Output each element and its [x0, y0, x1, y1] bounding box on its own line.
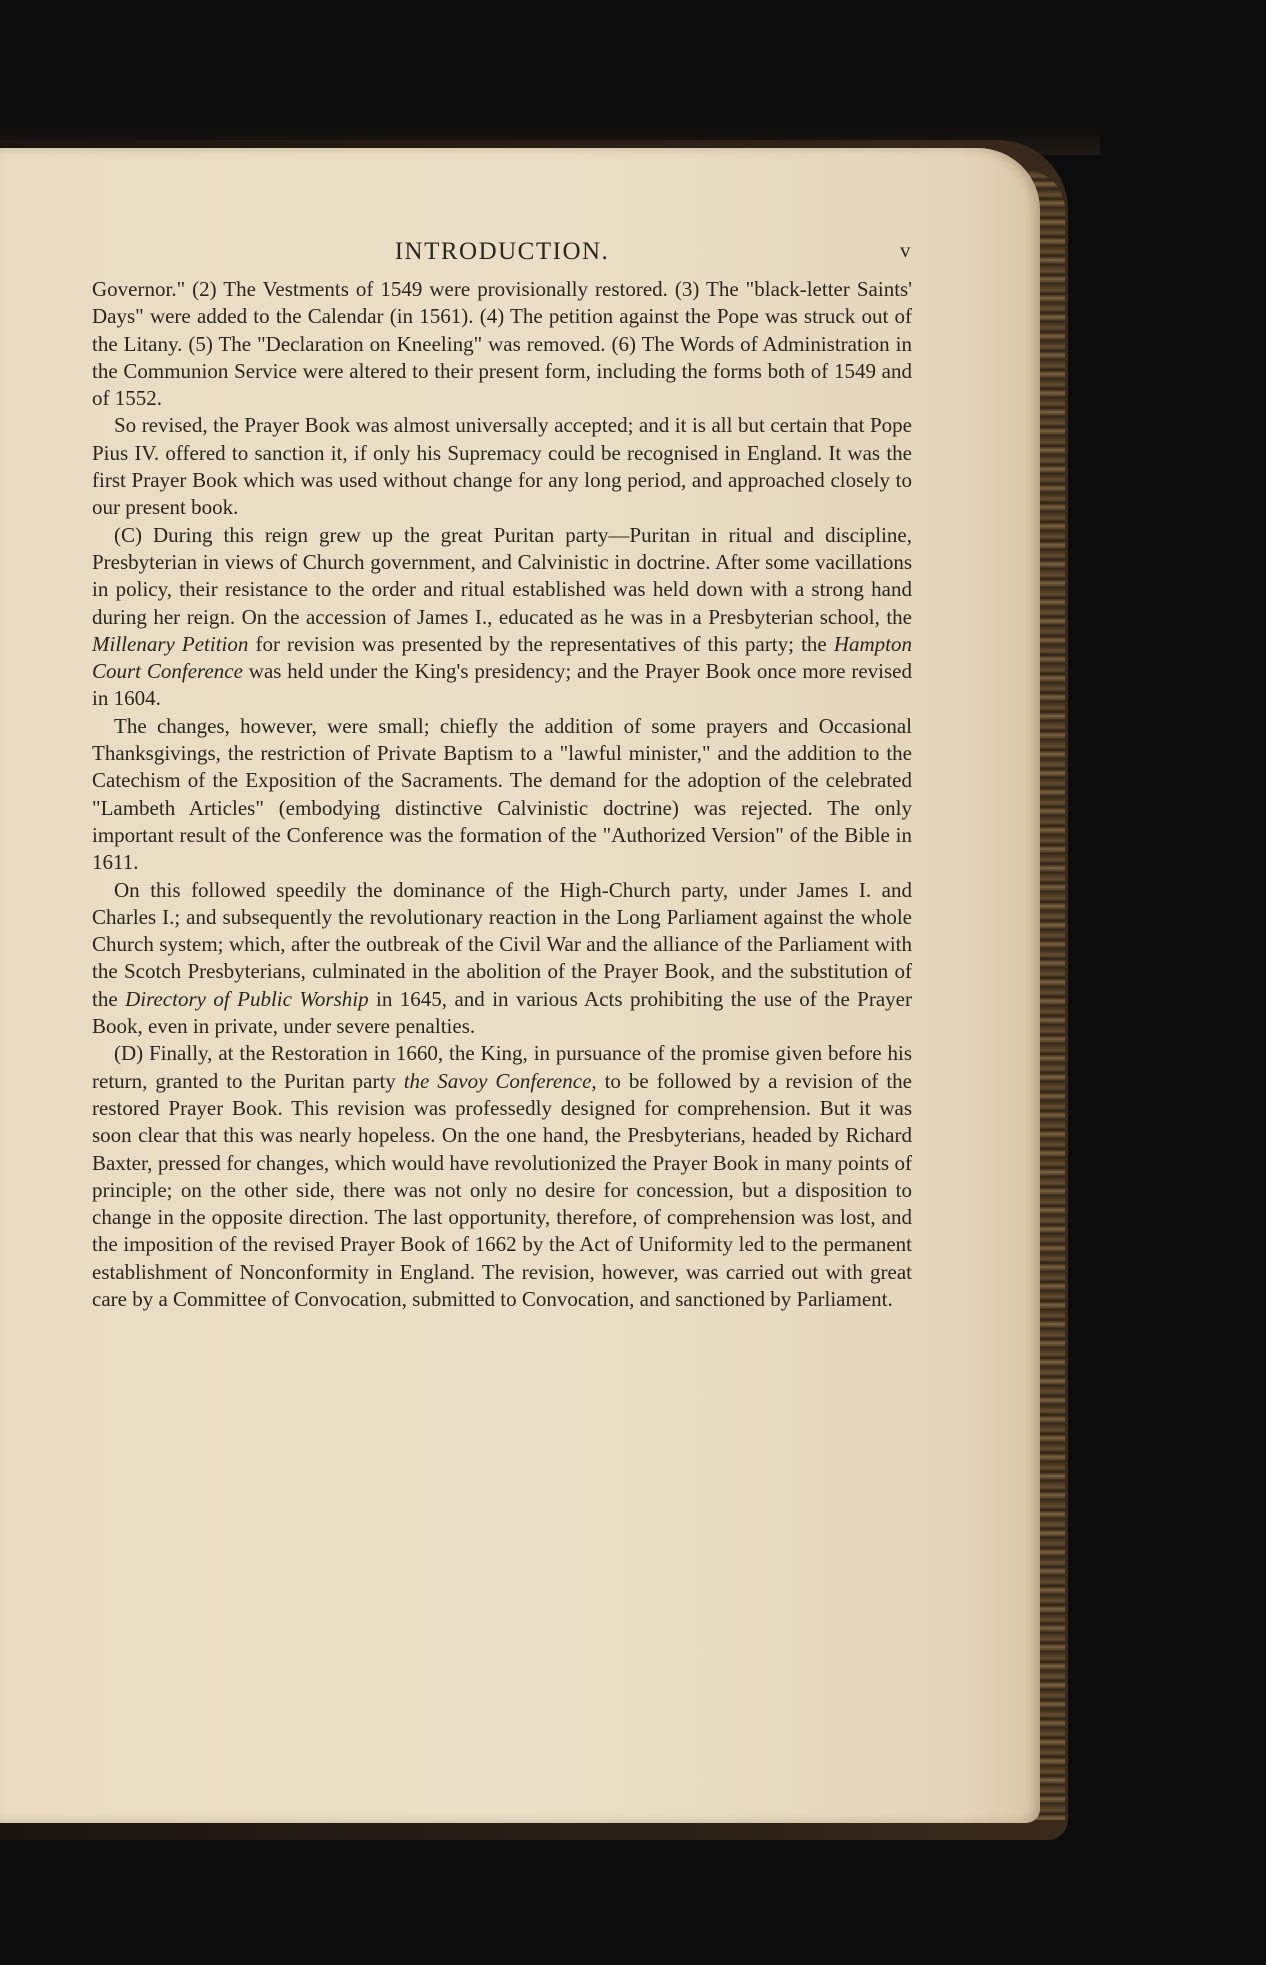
text-run: On this followed speedily the dominance of the High-Church party, under James I. and Charles I.; and subsequently the revolutionary reaction in the Long Parliament against the whole Church system; which, after the outbreak of the Civil War and the alliance of the Parliament with the Scotch Presbyterians, culminated in the abolition of the Prayer Book, and the substitution of the — [92, 877, 912, 1011]
paragraph-continuation: Governor." (2) The Vestments of 1549 were provisionally restored. (3) The "black-letter Saints' Days" were added to the Calendar (in 1561). (4) The petition against the Pope was struck out of the Litany. (5) The "Declaration on Kneeling" was removed. (6) The Words of Administration in the Communion Service were altered to their present form, including the forms both of 1549 and of 1552. — [92, 277, 912, 411]
italic-title: Directory of Public Worship — [125, 986, 369, 1011]
paragraph-so-revised: So revised, the Prayer Book was almost universally accepted; and it is all but certain that Pope Pius IV. offered to sanction it, if only his Supremacy could be recognised in England. It was the first Prayer Book which was used without change for any long period, and approached closely to our present book. — [92, 413, 912, 520]
paragraph-high-church — [92, 877, 912, 1041]
text-run: (D) Finally, at the Restoration in 1660, the King, in pursuance of the promise given before his return, granted to the Puritan party — [92, 1041, 912, 1093]
paragraph-changes: The changes, however, were small; chiefly the addition of some prayers and Occasional Thanksgivings, the restriction of Private Baptism to a "lawful minister," and the addition to the Catechism of the Exposition of the Sacraments. The demand for the adoption of the celebrated "Lambeth Articles" (embodying distinctive Calvinistic doctrine) was rejected. The only important result of the Conference was the formation of the "Authorized Version" of the Bible in 1611. — [92, 713, 912, 875]
page-number: v — [900, 238, 912, 262]
text-run: in 1645, and in various Acts prohibiting the use of the Prayer Book, even in private, under severe penalties. — [92, 986, 912, 1039]
text-run: for revision was presented by the representatives of this party; the — [248, 631, 834, 656]
text-run: (C) During this reign grew up the great Puritan party—Puritan in ritual and discipline, Presbyterian in views of Church government, and Calvinistic in doctrine. After some vacillations in policy, their resistance to the order and ritual established was held down with a strong hand during her reign. On the accession of James I., educated as he was in a Presbyterian school, the — [92, 522, 912, 629]
running-head — [92, 238, 912, 274]
text-run: was held under the King's presidency; and the Prayer Book once more revised in 1604. — [92, 659, 912, 711]
paragraph-restoration — [92, 1040, 912, 1313]
running-title: INTRODUCTION. — [394, 238, 610, 265]
italic-title: Millenary Petition — [92, 631, 249, 656]
italic-title: the Savoy Conference, — [403, 1068, 597, 1093]
paragraph-puritan-party — [92, 522, 912, 713]
italic-title: Hampton Court Conference — [92, 631, 912, 684]
text-run: to be followed by a revision of the restored Prayer Book. This revision was professedly designed for comprehension. But it was soon clear that this was nearly hopeless. On the one hand, the Presbyterians, headed by Richard Baxter, pressed for changes, which would have revolutionized the Prayer Book in many points of principle; on the other side, there was not only no desire for concession, but a disposition to change in the opposite direction. The last opportunity, therefore, of comprehension was lost, and the imposition of the revised Prayer Book of 1662 by the Act of Uniformity led to the permanent establishment of Nonconformity in England. The revision, however, was carried out with great care by a Committee of Convocation, submitted to Convocation, and sanctioned by Parliament. — [92, 1068, 912, 1311]
page-text — [92, 238, 912, 1313]
